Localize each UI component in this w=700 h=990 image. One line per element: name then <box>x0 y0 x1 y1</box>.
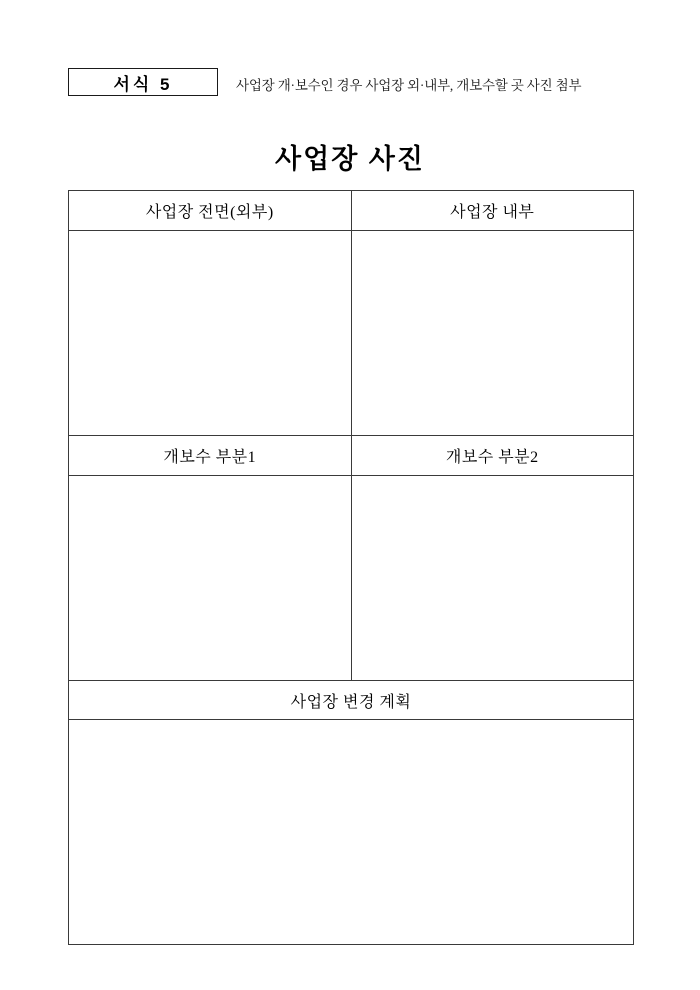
photo-slot-exterior-front[interactable] <box>69 231 352 436</box>
page-title: 사업장 사진 <box>275 144 425 174</box>
table-row <box>69 191 634 231</box>
table-row <box>69 231 634 436</box>
photo-table <box>68 190 634 945</box>
label-exterior-front: 사업장 전면(외부) <box>69 191 352 231</box>
label-renovation-part-2: 개보수 부분2 <box>351 436 634 476</box>
table-row <box>69 476 634 681</box>
header-row <box>68 68 634 100</box>
form-number-badge: 서식 5 <box>68 68 218 96</box>
change-plan-content-area[interactable] <box>69 720 634 945</box>
photo-slot-renovation-2[interactable] <box>351 476 634 681</box>
photo-slot-interior[interactable] <box>351 231 634 436</box>
header-note: 사업장 개·보수인 경우 사업장 외·내부, 개보수할 곳 사진 첨부 <box>236 78 582 93</box>
label-interior: 사업장 내부 <box>351 191 634 231</box>
photo-slot-renovation-1[interactable] <box>69 476 352 681</box>
label-renovation-part-1: 개보수 부분1 <box>69 436 352 476</box>
table-row <box>69 681 634 720</box>
label-change-plan: 사업장 변경 계획 <box>69 681 634 720</box>
table-row <box>69 720 634 945</box>
table-row <box>69 436 634 476</box>
